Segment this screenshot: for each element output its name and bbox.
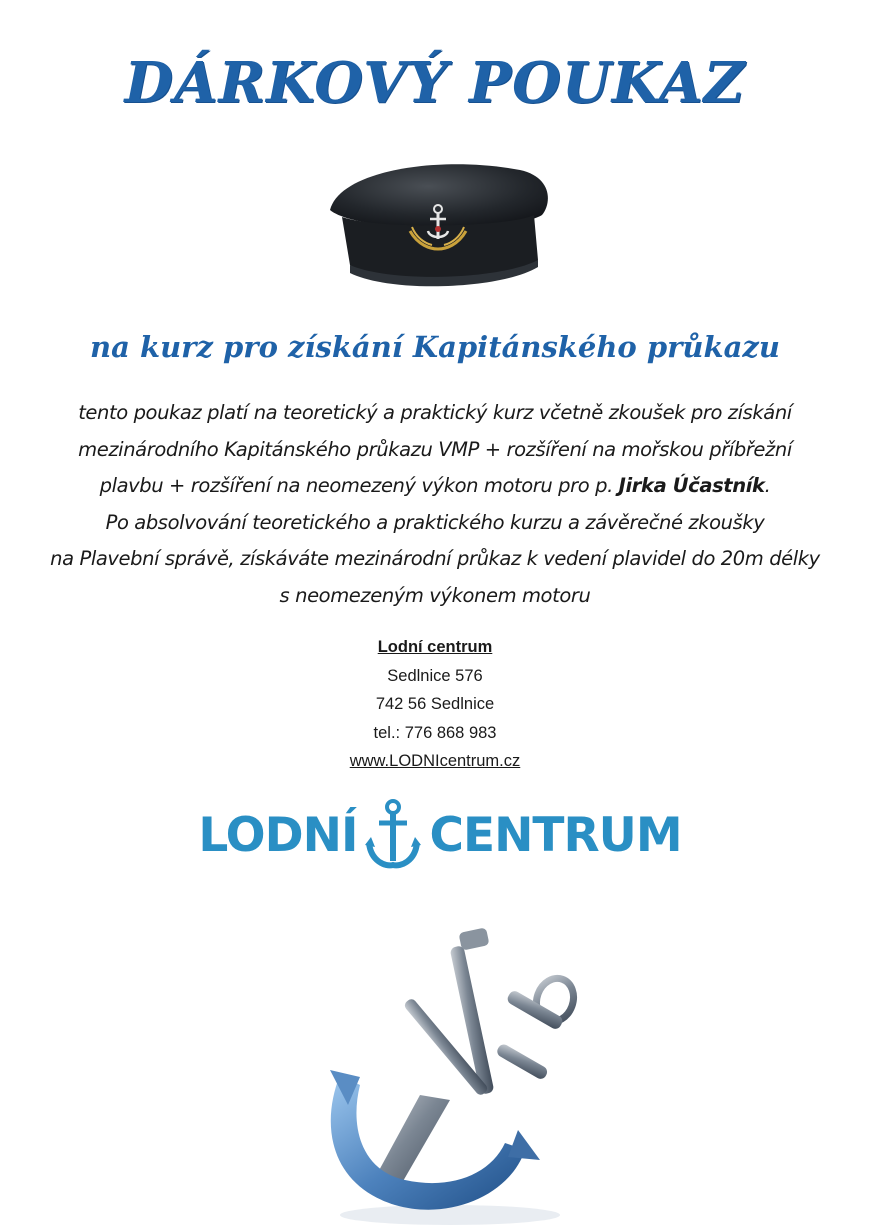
- website-link[interactable]: www.LODNIcentrum.cz: [349, 752, 521, 770]
- description-line: na Plavební správě, získáváte mezinárodní průkaz k vedení plavidel do 20m délky: [50, 547, 820, 570]
- description-line: Po absolvování teoretického a praktického kurzu a závěrečné zkoušky: [105, 510, 765, 534]
- company-name: Lodní centrum: [377, 638, 493, 656]
- description-text: plavbu + rozšíření na neomezený výkon motoru pro p.: [99, 474, 619, 497]
- anchor-icon: [300, 925, 580, 1230]
- description-text: .: [764, 474, 771, 497]
- street-address: Sedlnice 576: [387, 666, 483, 685]
- city-address: 742 56 Sedlnice: [375, 695, 495, 713]
- recipient-name: Jirka Účastník: [618, 474, 765, 497]
- company-logo: [185, 795, 695, 875]
- captain-cap-icon: [320, 155, 555, 300]
- logo-text-right: CENTRUM: [429, 807, 682, 863]
- voucher-title: DÁRKOVÝ POUKAZ: [124, 50, 746, 116]
- anchor-icon: [363, 799, 423, 871]
- contact-block: [0, 633, 870, 776]
- description-line: mezinárodního Kapitánského průkazu VMP + rozšíření na mořskou příbřežní: [78, 437, 792, 461]
- logo-text-left: LODNÍ: [198, 807, 358, 863]
- description-line: tento poukaz platí na teoretický a praktický kurz včetně zkoušek pro získání: [78, 401, 792, 424]
- description-line: s neomezeným výkonem motoru: [279, 583, 591, 607]
- voucher-description: [20, 395, 850, 614]
- description-line: [20, 468, 850, 505]
- phone-number: tel.: 776 868 983: [373, 723, 497, 742]
- voucher-subtitle: na kurz pro získání Kapitánského průkazu: [90, 330, 780, 364]
